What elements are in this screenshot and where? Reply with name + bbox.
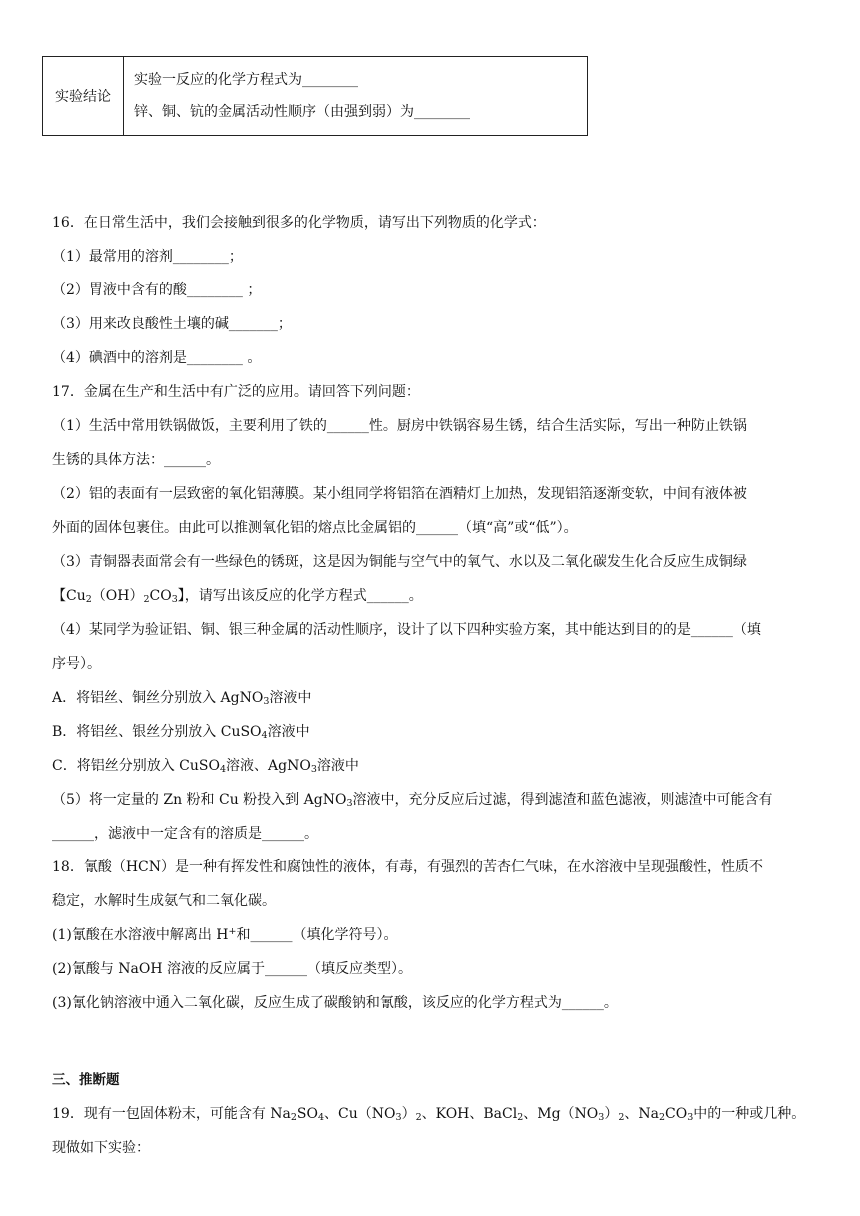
q16-stem: 16．在日常生活中，我们会接触到很多的化学物质，请写出下列物质的化学式： xyxy=(52,215,546,231)
subscript: 3 xyxy=(598,1112,605,1123)
conclusion-table xyxy=(42,56,588,136)
q19-stem-line1 xyxy=(52,1104,805,1124)
option-text: 溶液中 xyxy=(267,724,310,740)
question-text: CO xyxy=(665,1106,688,1122)
q16-part2: （2）胃液中含有的酸________ ； xyxy=(52,282,262,298)
q17-part5-line2: ______，滤液中一定含有的溶质是______。 xyxy=(52,826,318,842)
subscript: 2 xyxy=(658,1112,666,1123)
option-text: A．将铝丝、铜丝分别放入 AgNO xyxy=(52,690,264,706)
q18-part3: (3)氰化钠溶液中通入二氧化碳，反应生成了碳酸钠和氰酸，该反应的化学方程式为______。 xyxy=(52,995,618,1011)
question-text: 、Mg（NO xyxy=(523,1106,599,1122)
formula-text: 【Cu xyxy=(52,588,86,604)
subscript: 3 xyxy=(687,1112,694,1123)
q16-part4: （4）碘酒中的溶剂是________ 。 xyxy=(52,350,262,366)
question-text: SO xyxy=(296,1106,318,1122)
q17-part2-line1: （2）铝的表面有一层致密的氧化铝薄膜。某小组同学将铝箔在酒精灯上加热，发现铝箔逐渐变软，中间有液体被 xyxy=(52,486,747,502)
question-text: 和______（填化学符号）。 xyxy=(236,927,398,943)
question-text: ） xyxy=(604,1106,619,1122)
q17-part2-line2: 外面的固体包裹住。由此可以推测氧化铝的熔点比金属铝的______（填“高”或“低”）。 xyxy=(52,520,578,536)
question-text: （5）将一定量的 Zn 粉和 Cu 粉投入到 AgNO xyxy=(52,792,347,808)
formula-text: （OH） xyxy=(91,588,144,604)
q17-part1-line2: 生锈的具体方法：______。 xyxy=(52,452,220,468)
q17-option-a xyxy=(52,688,311,708)
subscript: 2 xyxy=(290,1112,297,1123)
section-heading: 三、推断题 xyxy=(52,1072,120,1088)
option-text: C．将铝丝分别放入 CuSO xyxy=(52,758,220,774)
question-text: 中的一种或几种。 xyxy=(693,1106,806,1122)
q16-part1: （1）最常用的溶剂________； xyxy=(52,249,243,265)
superscript: + xyxy=(228,926,237,937)
q18-stem-line2: 稳定，水解时生成氨气和二氧化碳。 xyxy=(52,893,276,909)
question-text: 、Na xyxy=(624,1106,659,1122)
question-text: 19．现有一包固体粉末，可能含有 Na xyxy=(52,1106,291,1122)
subscript: 4 xyxy=(261,730,268,741)
conclusion-content-cell xyxy=(124,57,588,136)
q17-part4-line1: （4）某同学为验证铝、铜、银三种金属的活动性顺序，设计了以下四种实验方案，其中能达到目的的是______（填 xyxy=(52,622,761,638)
q18-stem-line1: 18．氰酸（HCN）是一种有挥发性和腐蚀性的液体，有毒，有强烈的苦杏仁气味，在水溶液中呈现强酸性，性质不 xyxy=(52,859,763,875)
q19-stem-line2: 现做如下实验： xyxy=(52,1140,150,1156)
conclusion-row xyxy=(43,57,588,136)
question-text: ） xyxy=(401,1106,416,1122)
subscript: 4 xyxy=(318,1112,325,1123)
question-text: 、Cu（NO xyxy=(324,1106,396,1122)
equation-blank-line: 实验一反应的化学方程式为________ xyxy=(134,72,358,88)
conclusion-header-cell: 实验结论 xyxy=(43,57,124,136)
subscript: 2 xyxy=(85,594,92,605)
q17-option-b xyxy=(52,722,310,742)
subscript: 3 xyxy=(395,1112,402,1123)
q17-part5-line1 xyxy=(52,790,772,810)
option-text: 溶液中 xyxy=(269,690,312,706)
option-text: 溶液中 xyxy=(316,758,359,774)
option-text: B．将铝丝、银丝分别放入 CuSO xyxy=(52,724,262,740)
q16-part3: （3）用来改良酸性土壤的碱_______； xyxy=(52,316,292,332)
q17-part3-line1: （3）青铜器表面常会有一些绿色的锈斑，这是因为铜能与空气中的氧气、水以及二氧化碳发生化合反应生成铜绿 xyxy=(52,554,747,570)
formula-text: CO xyxy=(149,588,172,604)
question-text: 、KOH、BaCl xyxy=(421,1106,518,1122)
subscript: 2 xyxy=(143,594,150,605)
question-text: (1)氰酸在水溶液中解离出 H xyxy=(52,927,229,943)
q17-stem: 17．金属在生产和生活中有广泛的应用。请回答下列问题： xyxy=(52,384,420,400)
option-text: 溶液、AgNO xyxy=(226,758,311,774)
subscript: 2 xyxy=(618,1112,625,1123)
subscript: 3 xyxy=(171,594,178,605)
subscript: 3 xyxy=(263,696,270,707)
q18-part1 xyxy=(52,925,397,945)
subscript: 3 xyxy=(310,764,317,775)
q17-part3-line2 xyxy=(52,586,423,606)
subscript: 2 xyxy=(415,1112,422,1123)
activity-order-blank-line: 锌、铜、钪的金属活动性顺序（由强到弱）为________ xyxy=(134,104,470,120)
subscript: 4 xyxy=(219,764,227,775)
q17-option-c xyxy=(52,756,359,776)
q17-part4-line2: 序号）。 xyxy=(52,656,101,672)
subscript: 3 xyxy=(346,798,353,809)
subscript: 2 xyxy=(517,1112,524,1123)
q17-part1-line1: （1）生活中常用铁锅做饭，主要利用了铁的______性。厨房中铁锅容易生锈，结合生活实际，写出一种防止铁锅 xyxy=(52,418,747,434)
question-text: 溶液中，充分反应后过滤，得到滤渣和蓝色滤液，则滤渣中可能含有 xyxy=(352,792,773,808)
formula-text: 】，请写出该反应的化学方程式______。 xyxy=(177,588,423,604)
q18-part2: (2)氰酸与 NaOH 溶液的反应属于______（填反应类型）。 xyxy=(52,961,413,977)
